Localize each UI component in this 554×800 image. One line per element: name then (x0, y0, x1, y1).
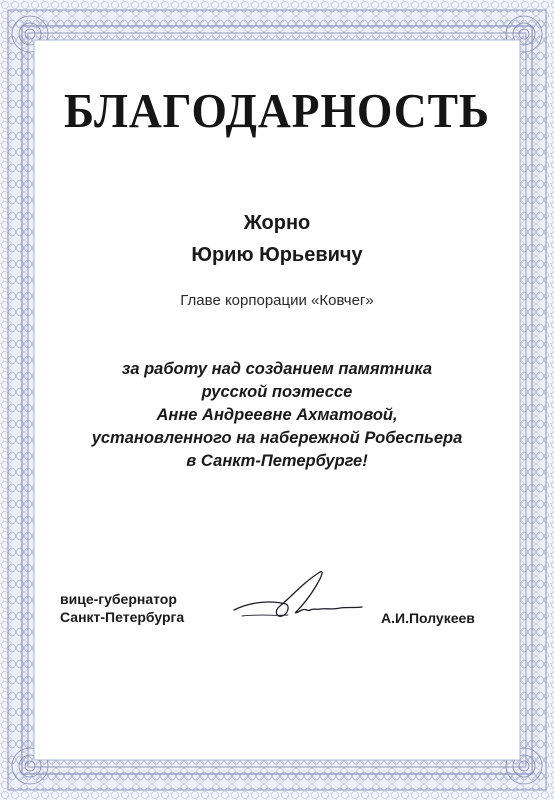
document-title: БЛАГОДАРНОСТЬ (64, 83, 490, 138)
reason-line: за работу над созданием памятника (121, 360, 433, 378)
signatory-name: А.И.Полукеев (381, 610, 475, 626)
recipient-surname: Жорно (243, 212, 311, 234)
recipient-name: Юрию Юрьевичу (191, 244, 363, 266)
reason-line: русской поэтессе (201, 383, 353, 401)
reason-line: установленного на набережной Робеспьера (91, 429, 463, 447)
reason-text (0, 358, 554, 473)
signatory-role-line: Санкт-Петербурга (60, 609, 185, 625)
reason-line: в Санкт-Петербурге! (186, 452, 368, 470)
signature-icon (230, 566, 365, 632)
reason-line: Анне Андреевне Ахматовой, (156, 406, 398, 424)
recipient-position: Главе корпорации «Ковчег» (180, 292, 374, 309)
signatory-role-line: вице-губернатор (60, 591, 177, 607)
signatory-role (60, 590, 184, 626)
